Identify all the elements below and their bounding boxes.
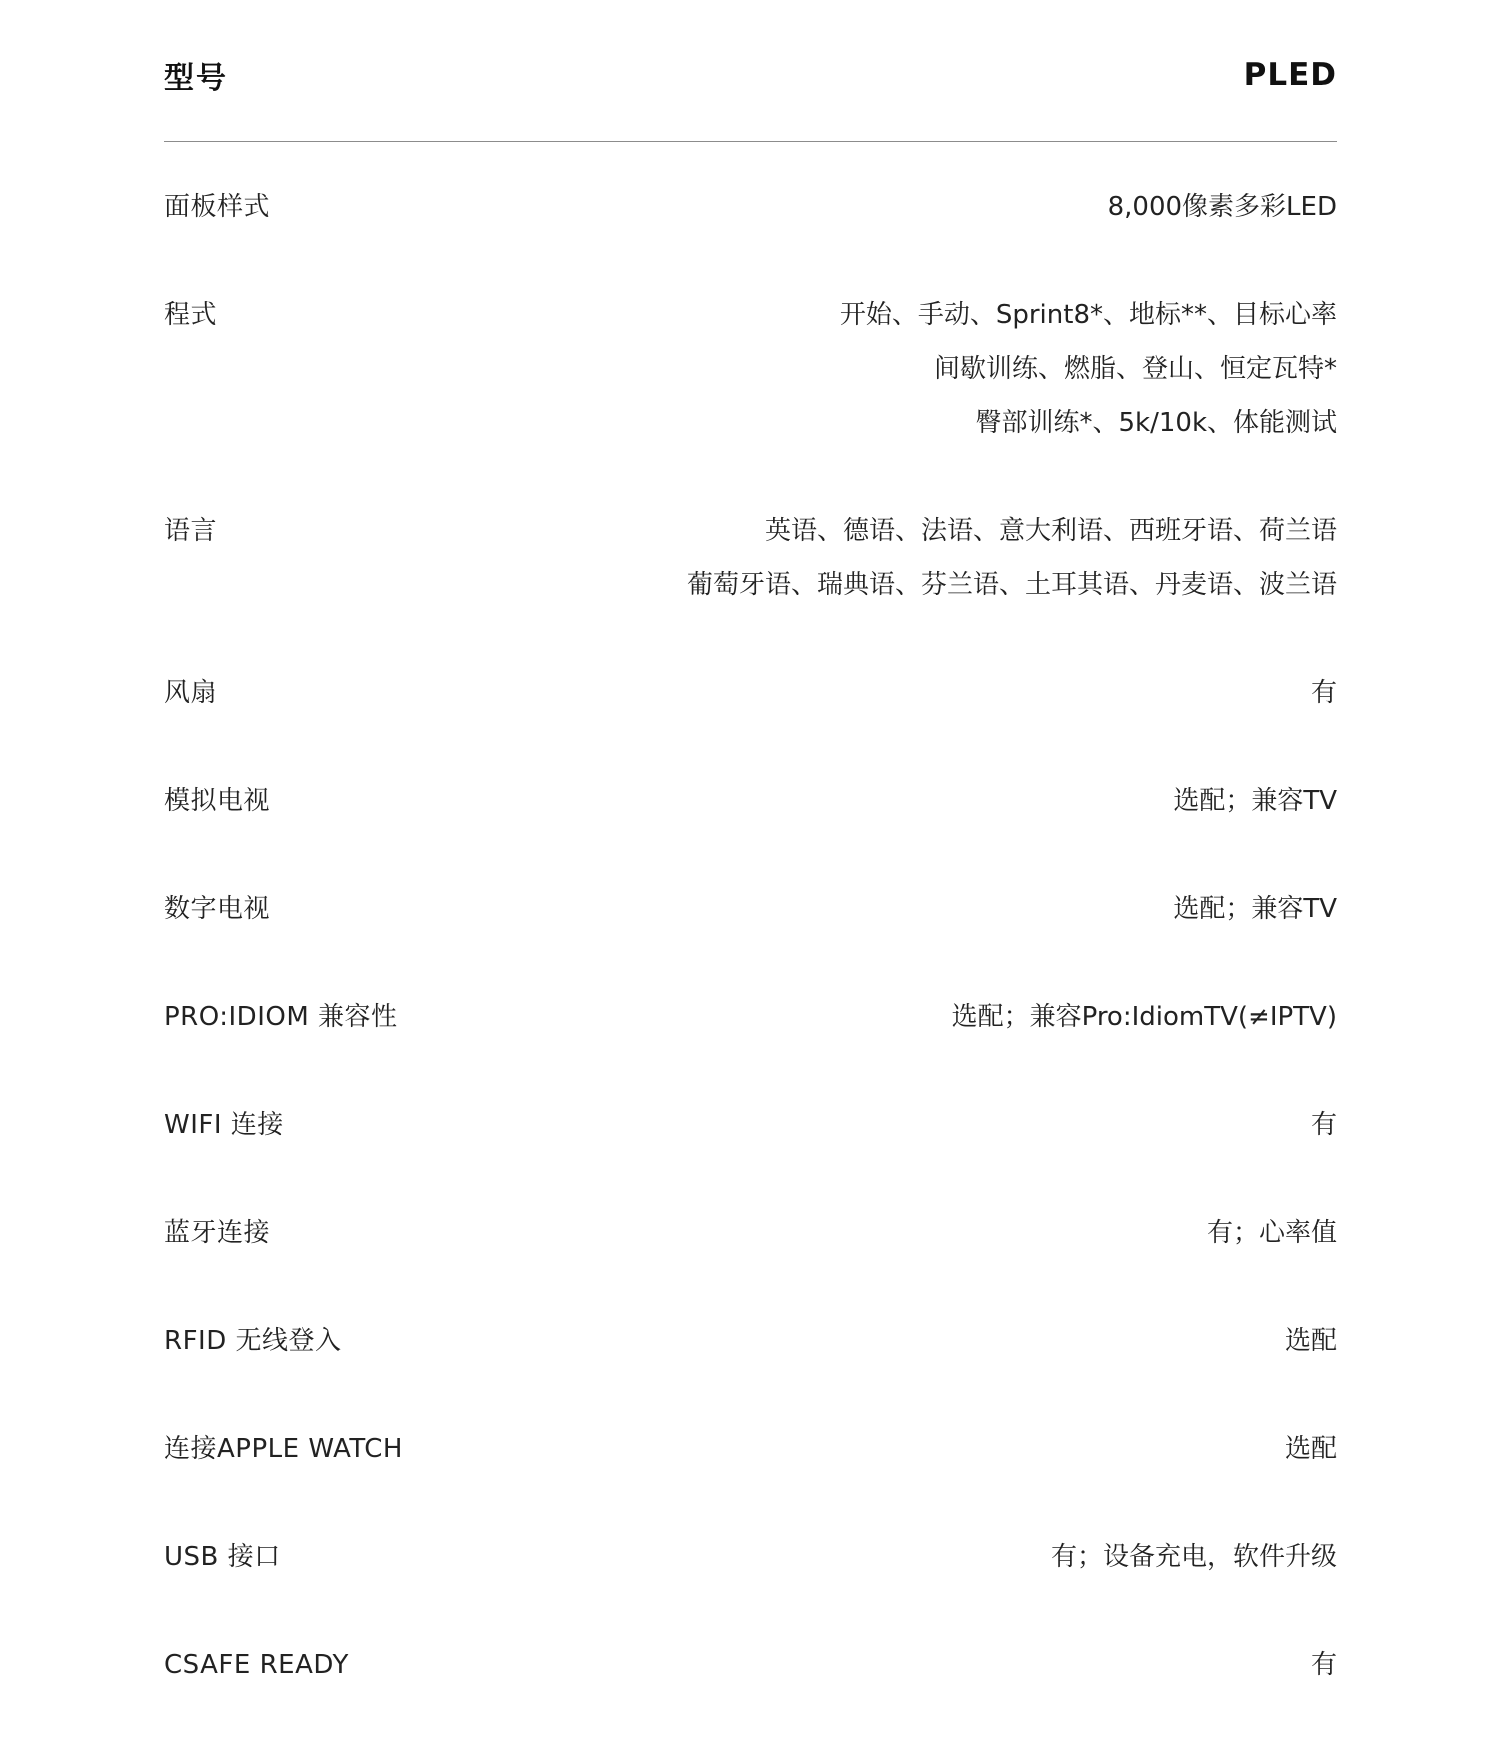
spec-label: WIFI 连接: [164, 1110, 284, 1140]
spec-value: 有；设备充电，软件升级: [1050, 1542, 1337, 1572]
spec-row-pro-idiom: [164, 990, 1337, 1044]
spec-row-usb: [164, 1530, 1337, 1584]
spec-label: USB 接口: [164, 1542, 281, 1572]
spec-value: 有；心率值: [1206, 1218, 1337, 1248]
spec-value-line: 英语、德语、法语、意大利语、西班牙语、荷兰语: [764, 516, 1337, 546]
spec-label: 语言: [164, 516, 218, 546]
spec-value: 有: [1310, 1650, 1337, 1680]
model-value: PLED: [1243, 57, 1337, 93]
spec-value: 8,000像素多彩LED: [1107, 192, 1337, 222]
spec-label: 连接APPLE WATCH: [164, 1434, 403, 1464]
spec-value: 选配: [1284, 1434, 1337, 1464]
spec-row-analog-tv: [164, 774, 1337, 828]
spec-value: 选配: [1284, 1326, 1337, 1356]
spec-label: 模拟电视: [164, 786, 271, 816]
spec-sheet: [164, 0, 1337, 1692]
spec-label: RFID 无线登入: [164, 1326, 342, 1356]
spec-label: 数字电视: [164, 894, 271, 924]
spec-value-line: 葡萄牙语、瑞典语、芬兰语、土耳其语、丹麦语、波兰语: [686, 570, 1337, 600]
spec-value: 有: [1310, 1110, 1337, 1140]
spec-label: 风扇: [164, 678, 218, 708]
spec-label: 程式: [164, 300, 218, 330]
model-label: 型号: [164, 61, 228, 96]
spec-label: 面板样式: [164, 192, 271, 222]
spec-value: 选配；兼容TV: [1173, 786, 1337, 816]
spec-label: CSAFE READY: [164, 1650, 349, 1680]
spec-row-digital-tv: [164, 882, 1337, 936]
spec-value: 选配；兼容TV: [1173, 894, 1337, 924]
spec-rows: [164, 142, 1337, 1692]
spec-row-rfid: [164, 1314, 1337, 1368]
spec-row-languages: [164, 504, 1337, 612]
spec-value: [687, 504, 1337, 612]
spec-value-line: 间歇训练、燃脂、登山、恒定瓦特*: [933, 354, 1337, 384]
spec-label: PRO:IDIOM 兼容性: [164, 1002, 398, 1032]
spec-label: 蓝牙连接: [164, 1218, 271, 1248]
spec-header: [164, 52, 1337, 98]
spec-value: 有: [1310, 678, 1337, 708]
spec-value: [840, 288, 1337, 450]
spec-value-line: 开始、手动、Sprint8*、地标**、目标心率: [839, 300, 1337, 330]
spec-row-csafe: [164, 1638, 1337, 1692]
spec-value-line: 臀部训练*、5k/10k、体能测试: [975, 408, 1337, 438]
spec-row-panel: [164, 180, 1337, 234]
spec-row-programs: [164, 288, 1337, 450]
spec-value: 选配；兼容Pro:IdiomTV(≠IPTV): [951, 1002, 1337, 1032]
spec-row-bluetooth: [164, 1206, 1337, 1260]
spec-row-wifi: [164, 1098, 1337, 1152]
spec-row-apple-watch: [164, 1422, 1337, 1476]
spec-row-fan: [164, 666, 1337, 720]
